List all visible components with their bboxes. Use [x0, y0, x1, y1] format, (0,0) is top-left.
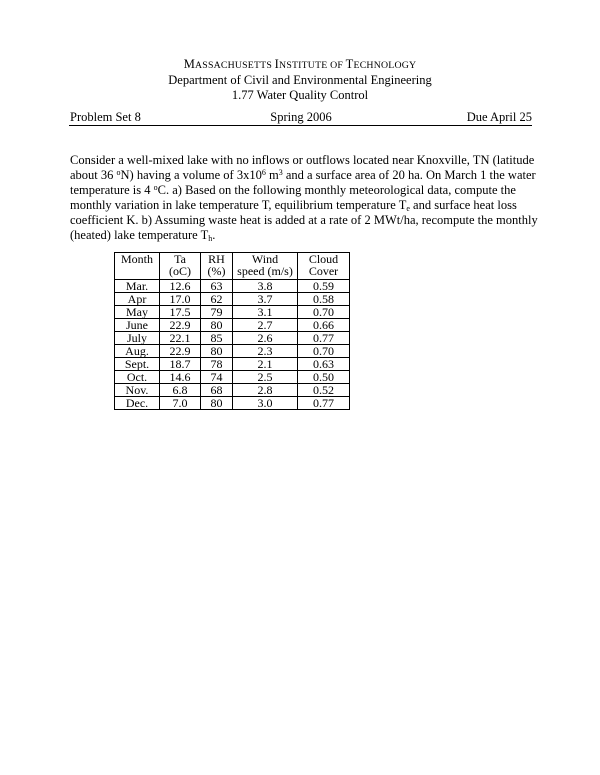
table-cell: 22.9	[160, 345, 201, 358]
table-cell: 0.58	[298, 293, 350, 306]
institution-name: MASSACHUSETTS INSTITUTE OF TECHNOLOGY	[183, 57, 417, 71]
table-cell: 3.7	[233, 293, 298, 306]
department-name: Department of Civil and Environmental Engineering	[168, 73, 432, 87]
table-cell: Dec.	[115, 397, 160, 410]
table-cell: 2.1	[233, 358, 298, 371]
table-cell: 0.70	[298, 306, 350, 319]
table-cell: 2.5	[233, 371, 298, 384]
table-cell: 0.66	[298, 319, 350, 332]
table-cell: 0.63	[298, 358, 350, 371]
table-cell: June	[115, 319, 160, 332]
table-cell: 0.77	[298, 332, 350, 345]
table-cell: 3.0	[233, 397, 298, 410]
table-cell: 18.7	[160, 358, 201, 371]
table-cell: 78	[201, 358, 233, 371]
table-cell: 22.1	[160, 332, 201, 345]
table-cell: 2.7	[233, 319, 298, 332]
document-header	[0, 57, 600, 103]
table-row	[115, 358, 350, 371]
table-cell: 6.8	[160, 384, 201, 397]
table-cell: 22.9	[160, 319, 201, 332]
table-cell: 12.6	[160, 280, 201, 293]
table-row	[115, 397, 350, 410]
table-row	[115, 293, 350, 306]
table-cell: 85	[201, 332, 233, 345]
column-header-month: Month	[115, 253, 160, 280]
table-cell: Sept.	[115, 358, 160, 371]
table-cell: 2.3	[233, 345, 298, 358]
table-cell: Nov.	[115, 384, 160, 397]
table-cell: July	[115, 332, 160, 345]
table-cell: 14.6	[160, 371, 201, 384]
info-bar	[70, 110, 532, 124]
table-cell: 68	[201, 384, 233, 397]
column-header-cloud: Cloud Cover	[298, 253, 350, 280]
table-cell: Mar.	[115, 280, 160, 293]
table-row	[115, 345, 350, 358]
table-cell: 7.0	[160, 397, 201, 410]
table-cell: 0.70	[298, 345, 350, 358]
term-label: Spring 2006	[270, 110, 332, 124]
table-header-row	[115, 253, 350, 280]
table-row	[115, 332, 350, 345]
table-cell: May	[115, 306, 160, 319]
table-cell: 0.59	[298, 280, 350, 293]
table-cell: 2.6	[233, 332, 298, 345]
problem-set-label: Problem Set 8	[70, 110, 141, 124]
course-title: 1.77 Water Quality Control	[231, 88, 369, 102]
table-cell: 17.0	[160, 293, 201, 306]
header-rule	[69, 125, 532, 126]
table-cell: Aug.	[115, 345, 160, 358]
table-row	[115, 371, 350, 384]
table-row	[115, 306, 350, 319]
table-cell: 2.8	[233, 384, 298, 397]
table-cell: 0.50	[298, 371, 350, 384]
table-row	[115, 384, 350, 397]
table-cell: Oct.	[115, 371, 160, 384]
column-header-wind: Wind speed (m/s)	[233, 253, 298, 280]
table-cell: 80	[201, 345, 233, 358]
due-date-label: Due April 25	[466, 110, 532, 124]
column-header-rh: RH (%)	[201, 253, 233, 280]
table-row	[115, 319, 350, 332]
table-cell: 3.1	[233, 306, 298, 319]
table-cell: 3.8	[233, 280, 298, 293]
table-cell: 63	[201, 280, 233, 293]
table-cell: 62	[201, 293, 233, 306]
table-cell: 0.77	[298, 397, 350, 410]
table-cell: 17.5	[160, 306, 201, 319]
table-cell: 0.52	[298, 384, 350, 397]
meteorological-data-table	[114, 252, 350, 410]
table-cell: 74	[201, 371, 233, 384]
table-row	[115, 280, 350, 293]
column-header-ta: Ta (oC)	[160, 253, 201, 280]
table-cell: Apr	[115, 293, 160, 306]
problem-statement: Consider a well-mixed lake with no inflows or outflows located near Knoxville, TN (latitude about 36 $^o$N) having a volume of $3x10^6$ $m^3$ and a surface area of 20 ha. On March 1 the water temperature is 4 $^o$C. a) Based on the following monthly meteorological data, compute the monthly variation in lake temperature T, equilibrium temperature $T_e$ and surface heat loss coefficient K. b) Assuming waste heat is added at a rate of 2 MWt/ha, recompute the monthly (heated) lake temperature $T_h$.	[70, 153, 538, 243]
table-cell: 80	[201, 319, 233, 332]
table-cell: 80	[201, 397, 233, 410]
table-cell: 79	[201, 306, 233, 319]
